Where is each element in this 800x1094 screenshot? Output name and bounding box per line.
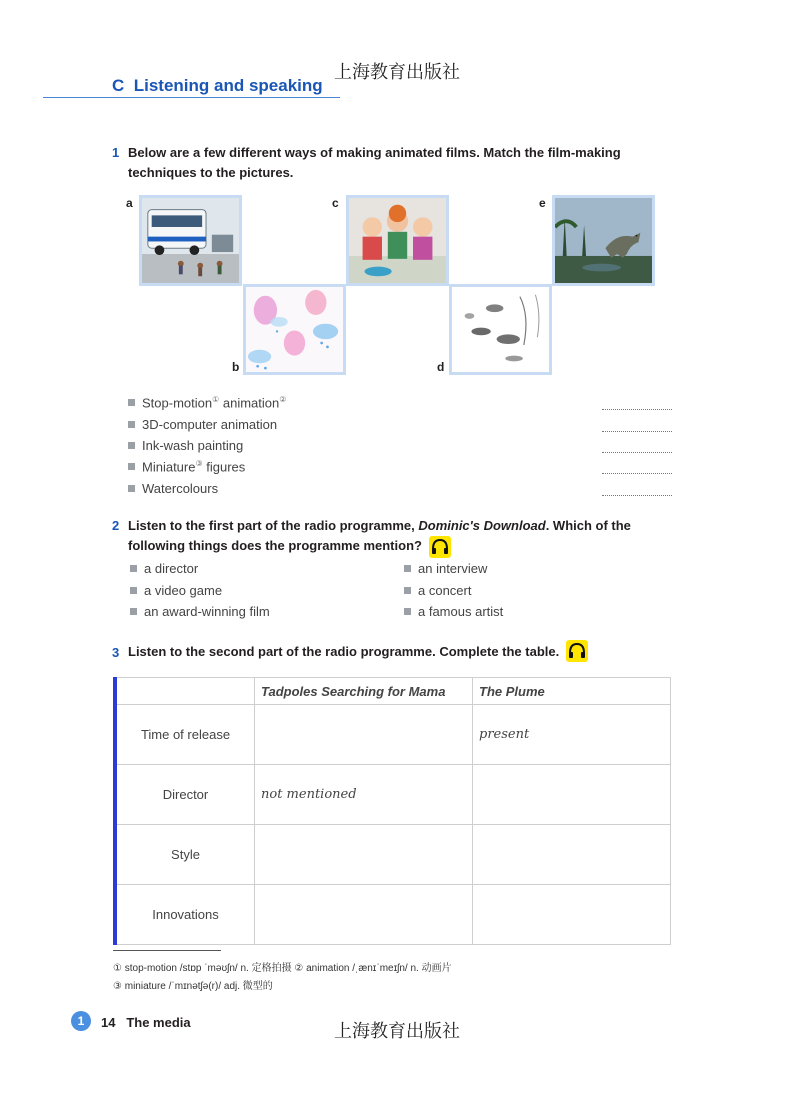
section-title: Listening and speaking [133,76,323,95]
footnote-line-2: ③ miniature /ˈmɪnətʃə(r)/ adj. 微型的 [113,981,273,992]
answer-cell[interactable] [473,885,671,945]
q2-item-interview: an interview [404,561,487,576]
answer-cell[interactable] [473,825,671,885]
programme-title: Dominic's Download [418,518,546,533]
picture-b-watercolour-balloons [243,284,346,375]
q1-number: 1 [112,145,120,160]
q2-prompt [128,516,688,556]
section-heading [112,76,323,96]
table-corner-cell [115,678,255,705]
q2-item-director: a director [130,561,198,576]
picture-label-b: b [232,360,240,374]
row-label-style: Style [115,825,255,885]
picture-a-miniature-bus [139,195,242,286]
table-row [115,885,671,945]
q2-item-concert: a concert [404,583,471,598]
unit-badge: 1 [71,1011,91,1031]
q3-prompt: Listen to the second part of the radio programme. Complete the table. [128,644,560,659]
answer-line[interactable] [602,409,672,410]
answer-line[interactable] [602,431,672,432]
table-row [115,825,671,885]
footnote-divider [113,950,221,951]
q1-option-stop-motion: Stop-motion① animation② [128,395,286,410]
answer-cell[interactable]: present [473,705,671,765]
q1-option-watercolours: Watercolours [128,481,218,496]
q1-prompt [128,143,688,183]
row-label-innovations: Innovations [115,885,255,945]
table-row [115,705,671,765]
answer-cell[interactable] [473,765,671,825]
column-header-plume: The Plume [473,678,671,705]
q2-item-video-game: a video game [130,583,222,598]
picture-label-d: d [437,360,445,374]
answer-line[interactable] [602,473,672,474]
q1-line2: techniques to the pictures. [128,165,294,180]
publisher-watermark-top: 上海教育出版社 [334,62,460,83]
film-comparison-table [113,677,671,945]
publisher-watermark-bottom: 上海教育出版社 [334,1021,460,1042]
headphones-icon[interactable] [566,640,588,662]
q2-number: 2 [112,518,120,533]
row-label-time-of-release: Time of release [115,705,255,765]
answer-cell[interactable] [255,885,473,945]
picture-d-ink-wash-fish [449,284,552,375]
picture-c-3d-characters [346,195,449,286]
answer-line[interactable] [602,452,672,453]
picture-label-a: a [126,196,133,210]
unit-topic: The media [126,1015,191,1030]
column-header-tadpoles: Tadpoles Searching for Mama [255,678,473,705]
footnote-line-1: ① stop-motion /stɒp ˈməʊʃn/ n. 定格拍摄 ② animation /ˌænɪˈmeɪʃn/ n. 动画片 [113,963,452,974]
page-number: 14 [101,1015,116,1030]
picture-label-e: e [539,196,546,210]
q2-line2: following things does the programme mention? [128,538,422,553]
answer-cell[interactable] [255,825,473,885]
answer-cell[interactable] [255,705,473,765]
q1-option-ink-wash: Ink-wash painting [128,438,243,453]
answer-cell[interactable]: not mentioned [255,765,473,825]
q1-line1: Below are a few different ways of making animated films. Match the film-making [128,145,621,160]
q3-number: 3 [112,645,120,660]
q1-option-3d-computer: 3D-computer animation [128,417,277,432]
q2-line1: Listen to the first part of the radio programme, Dominic's Download. Which of the [128,518,631,533]
picture-label-c: c [332,196,339,210]
row-label-director: Director [115,765,255,825]
section-letter: C [112,76,125,95]
table-row [115,765,671,825]
section-underline [43,97,340,98]
headphones-icon[interactable] [429,536,451,558]
q1-option-miniature: Miniature③ figures [128,459,245,474]
q2-item-famous-artist: a famous artist [404,604,503,619]
table-header-row [115,678,671,705]
picture-e-dinosaur-scene [552,195,655,286]
page-footer [101,1015,191,1030]
answer-line[interactable] [602,495,672,496]
q2-item-award-film: an award-winning film [130,604,270,619]
